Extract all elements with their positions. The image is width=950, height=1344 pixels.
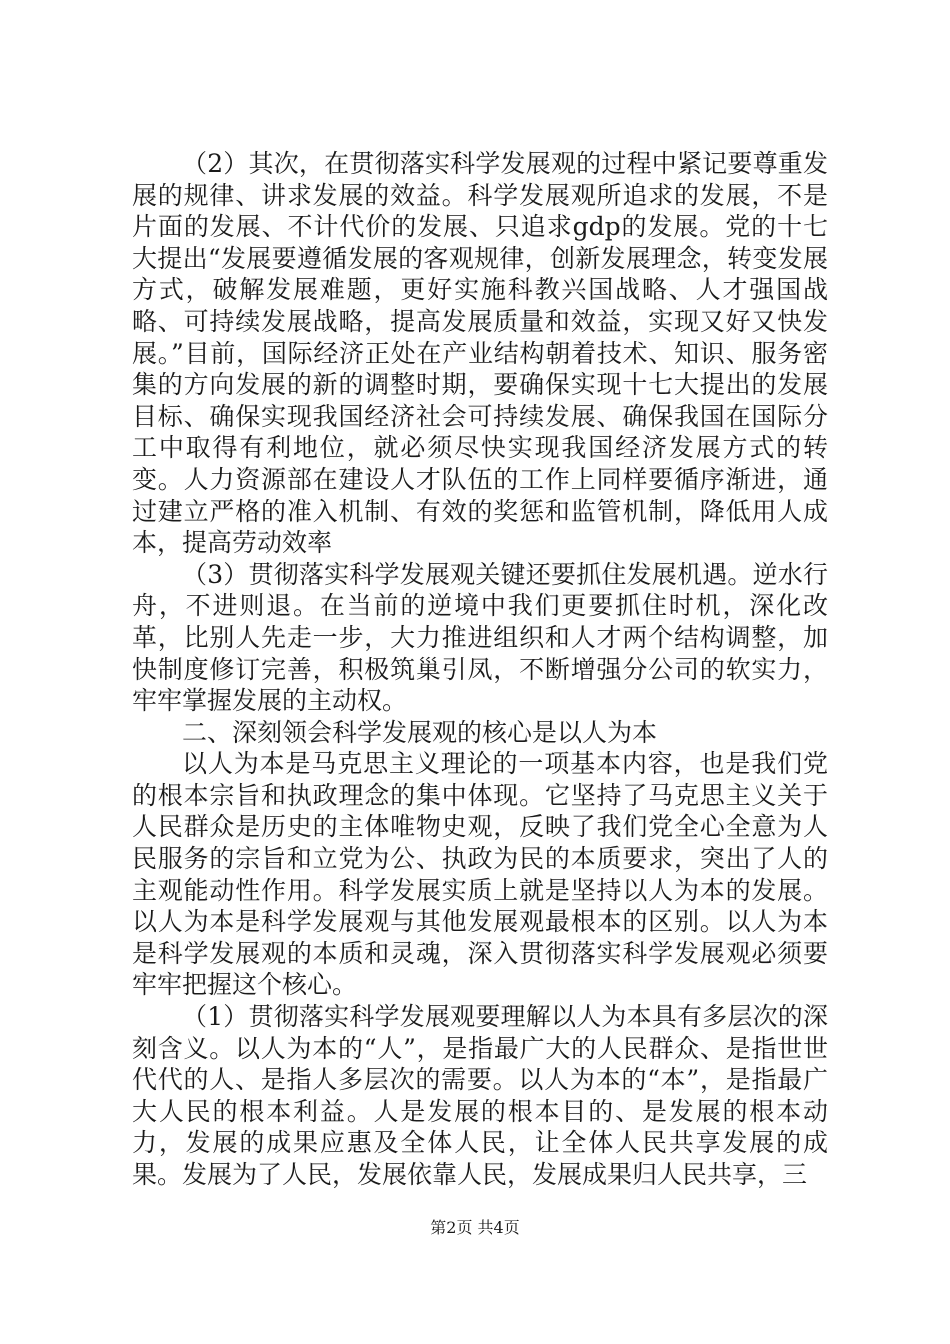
paragraph: （2）其次，在贯彻落实科学发展观的过程中紧记要尊重发展的规律、讲求发展的效益。科学发展观所追求的发展，不是片面的发展、不计代价的发展、只追求gdp的发展。党的十七大提出“发展要遵循发展的客观规律，创新发展理念，转变发展方式，破解发展难题，更好实施科教兴国战略、人才强国战略、可持续发展战略，提高发展质量和效益，实现又好又快发展。”目前，国际经济正处在产业结构朝着技术、知识、服务密集的方向发展的新的调整时期，要确保实现十七大提出的发展目标、确保实现我国经济社会可持续发展、确保我国在国际分工中取得有利地位，就必须尽快实现我国经济发展方式的转变。人力资源部在建设人才队伍的工作上同样要循序渐进，通过建立严格的准入机制、有效的奖惩和监管机制，降低用人成本，提高劳动效率 bbox=[132, 149, 828, 558]
document-body bbox=[132, 148, 828, 1191]
section-heading: 二、深刻领会科学发展观的核心是以人为本 bbox=[182, 717, 658, 747]
page-number: 第2页 共4页 bbox=[430, 1218, 520, 1237]
paragraph: （1）贯彻落实科学发展观要理解以人为本具有多层次的深刻含义。以人为本的“人”，是指最广大的人民群众、是指世世代代的人、是指人多层次的需要。以人为本的“本”，是指最广大人民的根本利益。人是发展的根本目的、是发展的根本动力，发展的成果应惠及全体人民，让全体人民共享发展的成果。发展为了人民，发展依靠人民，发展成果归人民共享，三 bbox=[132, 1002, 828, 1189]
paragraph: 以人为本是马克思主义理论的一项基本内容，也是我们党的根本宗旨和执政理念的集中体现。它坚持了马克思主义关于人民群众是历史的主体唯物史观，反映了我们党全心全意为人民服务的宗旨和立党为公、执政为民的本质要求，突出了人的主观能动性作用。科学发展实质上就是坚持以人为本的发展。以人为本是科学发展观与其他发展观最根本的区别。以人为本是科学发展观的本质和灵魂，深入贯彻落实科学发展观必须要牢牢把握这个核心。 bbox=[132, 749, 828, 1000]
paragraph: （3）贯彻落实科学发展观关键还要抓住发展机遇。逆水行舟，不进则退。在当前的逆境中我们更要抓住时机，深化改革，比别人先走一步，大力推进组织和人才两个结构调整，加快制度修订完善，积极筑巢引凤，不断增强分公司的软实力，牢牢掌握发展的主动权。 bbox=[132, 559, 828, 716]
